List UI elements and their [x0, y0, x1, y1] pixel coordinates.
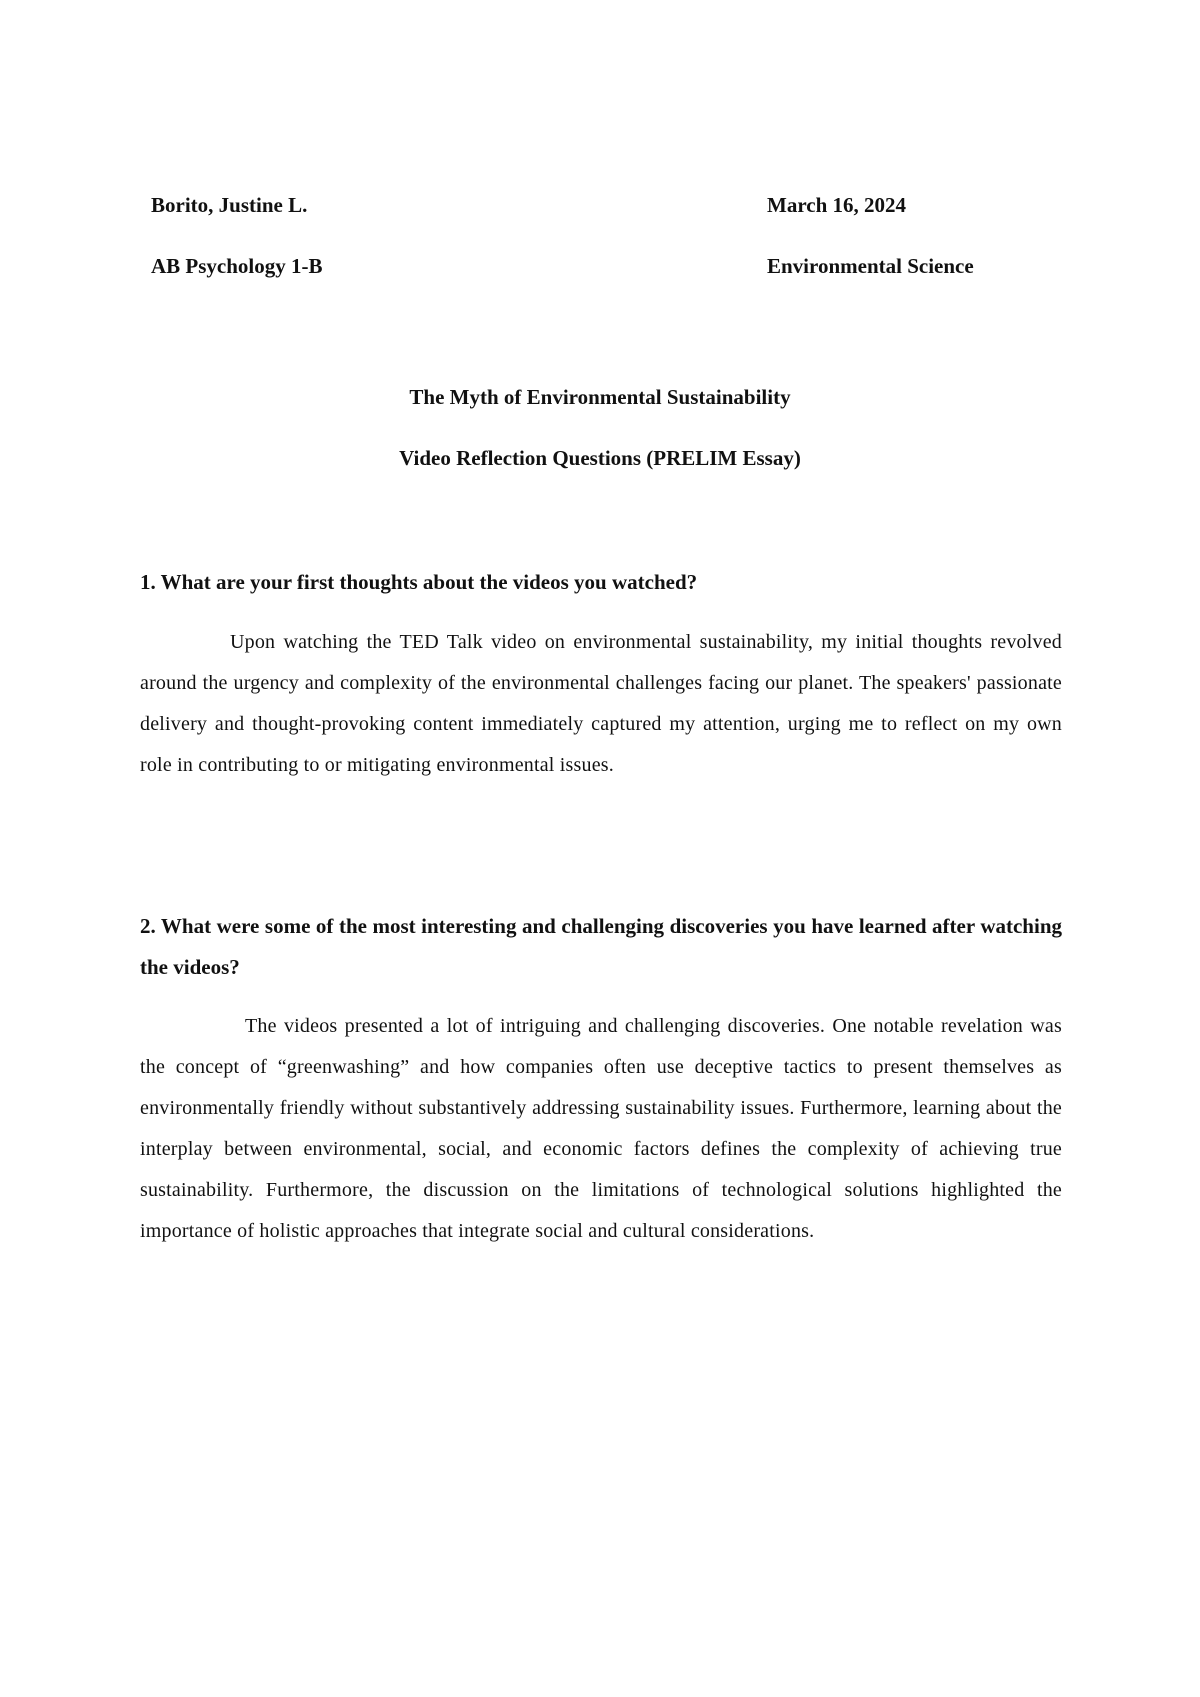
student-name: Borito, Justine L. — [151, 193, 308, 217]
document-date: March 16, 2024 — [767, 193, 907, 217]
answer-2: The videos presented a lot of intriguing and challenging discoveries. One notable revelation was the concept of “greenwashing” and how companies often use deceptive tactics to present themselves as environmentally friendly without substantively addressing sustainability issues. Furthermore, learning about the interplay between environmental, social, and economic factors defines the complexity of achieving true sustainability. Furthermore, the discussion on the limitations of technological solutions highlighted the importance of holistic approaches that integrate social and cultural considerations. — [140, 1015, 1062, 1242]
student-course: AB Psychology 1-B — [151, 254, 323, 278]
question-1: 1. What are your first thoughts about the videos you watched? — [140, 570, 698, 594]
document-title: The Myth of Environmental Sustainability — [409, 385, 791, 409]
subject-name: Environmental Science — [767, 254, 974, 278]
question-2: 2. What were some of the most interesting and challenging discoveries you have learned after watching the videos? — [140, 914, 1062, 979]
document-subtitle: Video Reflection Questions (PRELIM Essay) — [399, 446, 801, 470]
answer-1: Upon watching the TED Talk video on environmental sustainability, my initial thoughts revolved around the urgency and complexity of the environmental challenges facing our planet. The speakers' passionate delivery and thought-provoking content immediately captured my attention, urging me to reflect on my own role in contributing to or mitigating environmental issues. — [140, 631, 1062, 776]
